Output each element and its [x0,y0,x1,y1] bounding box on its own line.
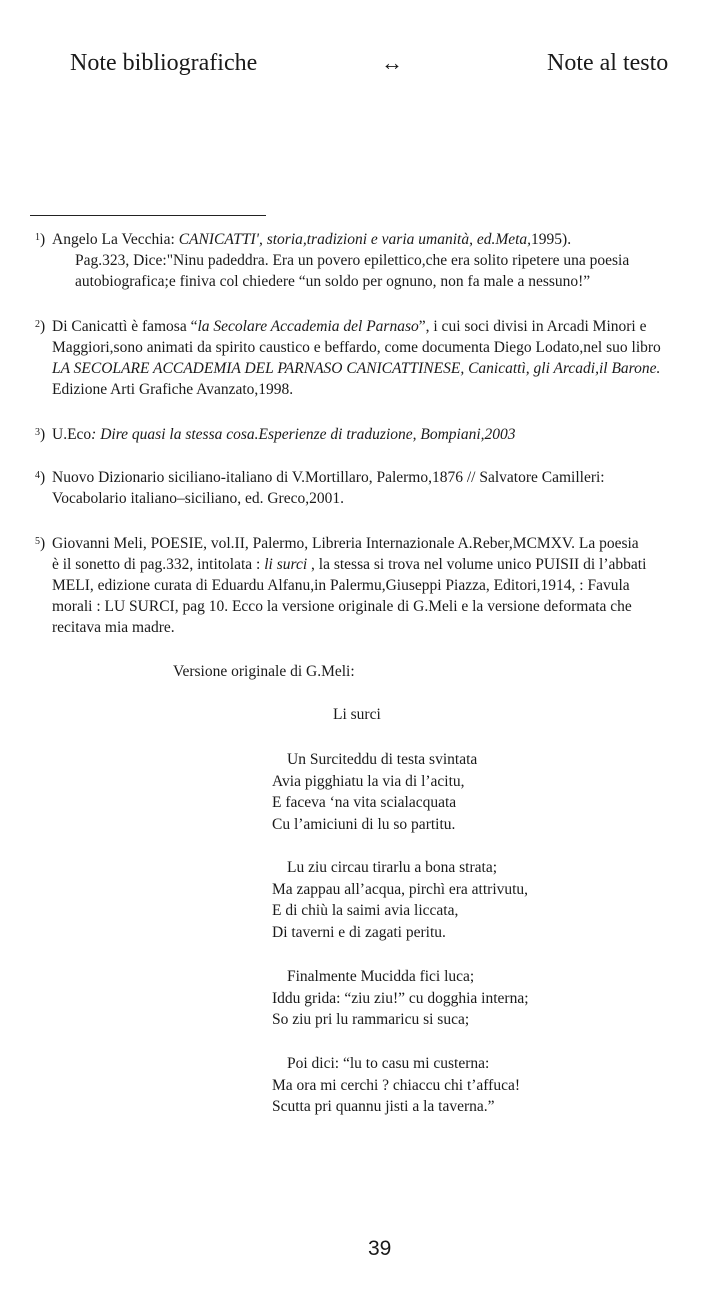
left-right-arrow-icon: ↔ [381,50,403,75]
footnote-text: Di Canicattì è famosa “la Secolare Accademia del Parnaso”, i cui soci divisi in Arcadi Minori e Maggiori,sono animati da spirito caustico e beffardo, come documenta Diego Lodato,nel suo libro LA SECOLARE ACCADEMIA DEL PARNASO CANICATTINESE, Canicattì, gli Arcadi,il Barone. Edizione Arti Grafiche Avanzato,1998. [52,318,661,398]
footnote-number: $^3$) [35,426,46,443]
poem-stanza-3 [272,966,529,1031]
poem-stanza-2 [272,857,528,943]
page-header [0,50,723,86]
poem-line: Finalmente Mucidda fici luca; [287,968,475,985]
header-right-title: Note al testo [547,50,669,76]
footnote-separator [30,215,266,216]
poem-line: Poi dici: “lu to casu mi custerna: [287,1055,490,1072]
footnote-number: $^4$) [35,469,46,486]
footnote-text: Angelo La Vecchia: CANICATTI', storia,tradizioni e varia umanità, ed.Meta,1995). Pag.323, Dice:"Ninu padeddra. Era un povero epilettico,che era solito ripetere una poesia autobiografica;e finiva col chiedere “un soldo per ognuno, non fa male a nessuno!” [52,231,630,290]
poem-line: Di taverni e di zagati peritu. [272,923,446,941]
page-number: 39 [368,1237,392,1260]
poem-line: E faceva ‘na vita scialacquata [272,794,457,811]
footnote-number: $^5$) [35,535,46,552]
poem-line: Un Surciteddu di testa svintata [287,751,478,768]
poem-line: Lu ziu circau tirarlu a bona strata; [287,859,498,876]
header-left-title: Note bibliografiche [70,50,258,76]
poem-stanza-1 [272,749,477,835]
poem-line: So ziu pri lu rammaricu si suca; [272,1011,470,1028]
footnote-text: Nuovo Dizionario siciliano-italiano di V.Mortillaro, Palermo,1876 // Salvatore Camilleri: Vocabolario italiano–siciliano, ed. Greco,2001. [52,469,605,507]
poem-title: Li surci [333,706,381,723]
poem-line: Avia pigghiatu la via di l’acitu, [272,772,465,790]
footnote-text: Giovanni Meli, POESIE, vol.II, Palermo, Libreria Internazionale A.Reber,MCMXV. La poesia è il sonetto di pag.332, intitolata : li surci , la stessa si trova nel volume unico PUISII di l’abbati MELI, edizione curata di Eduardu Alfanu,in Palermu,Giuseppi Piazza, Editori,1914, : Favula morali : LU SURCI, pag 10. Ecco la versione originale di G.Meli e la versione deformata che recitava mia madre. [52,535,647,636]
footnote-number: $^2$) [35,318,46,335]
poem-stanza-4 [272,1053,520,1118]
poem-line: Scutta pri quannu jisti a la taverna.” [272,1098,495,1115]
poem-line: Cu l’amiciuni di lu so partitu. [272,815,456,833]
footnote-text: U.Eco: Dire quasi la stessa cosa.Esperienze di traduzione, Bompiani,2003 [52,426,516,443]
verse-heading: Versione originale di G.Meli: [173,663,355,680]
poem-line: Ma ora mi cerchi ? chiaccu chi t’affuca! [272,1076,520,1094]
poem-line: Ma zappau all’acqua, pirchì era attrivutu, [272,880,529,898]
poem-line: E di chiù la saimi avia liccata, [272,902,459,919]
footnote-number: $^1$) [35,231,46,248]
poem-line: Iddu grida: “ziu ziu!” cu dogghia interna; [272,989,529,1007]
